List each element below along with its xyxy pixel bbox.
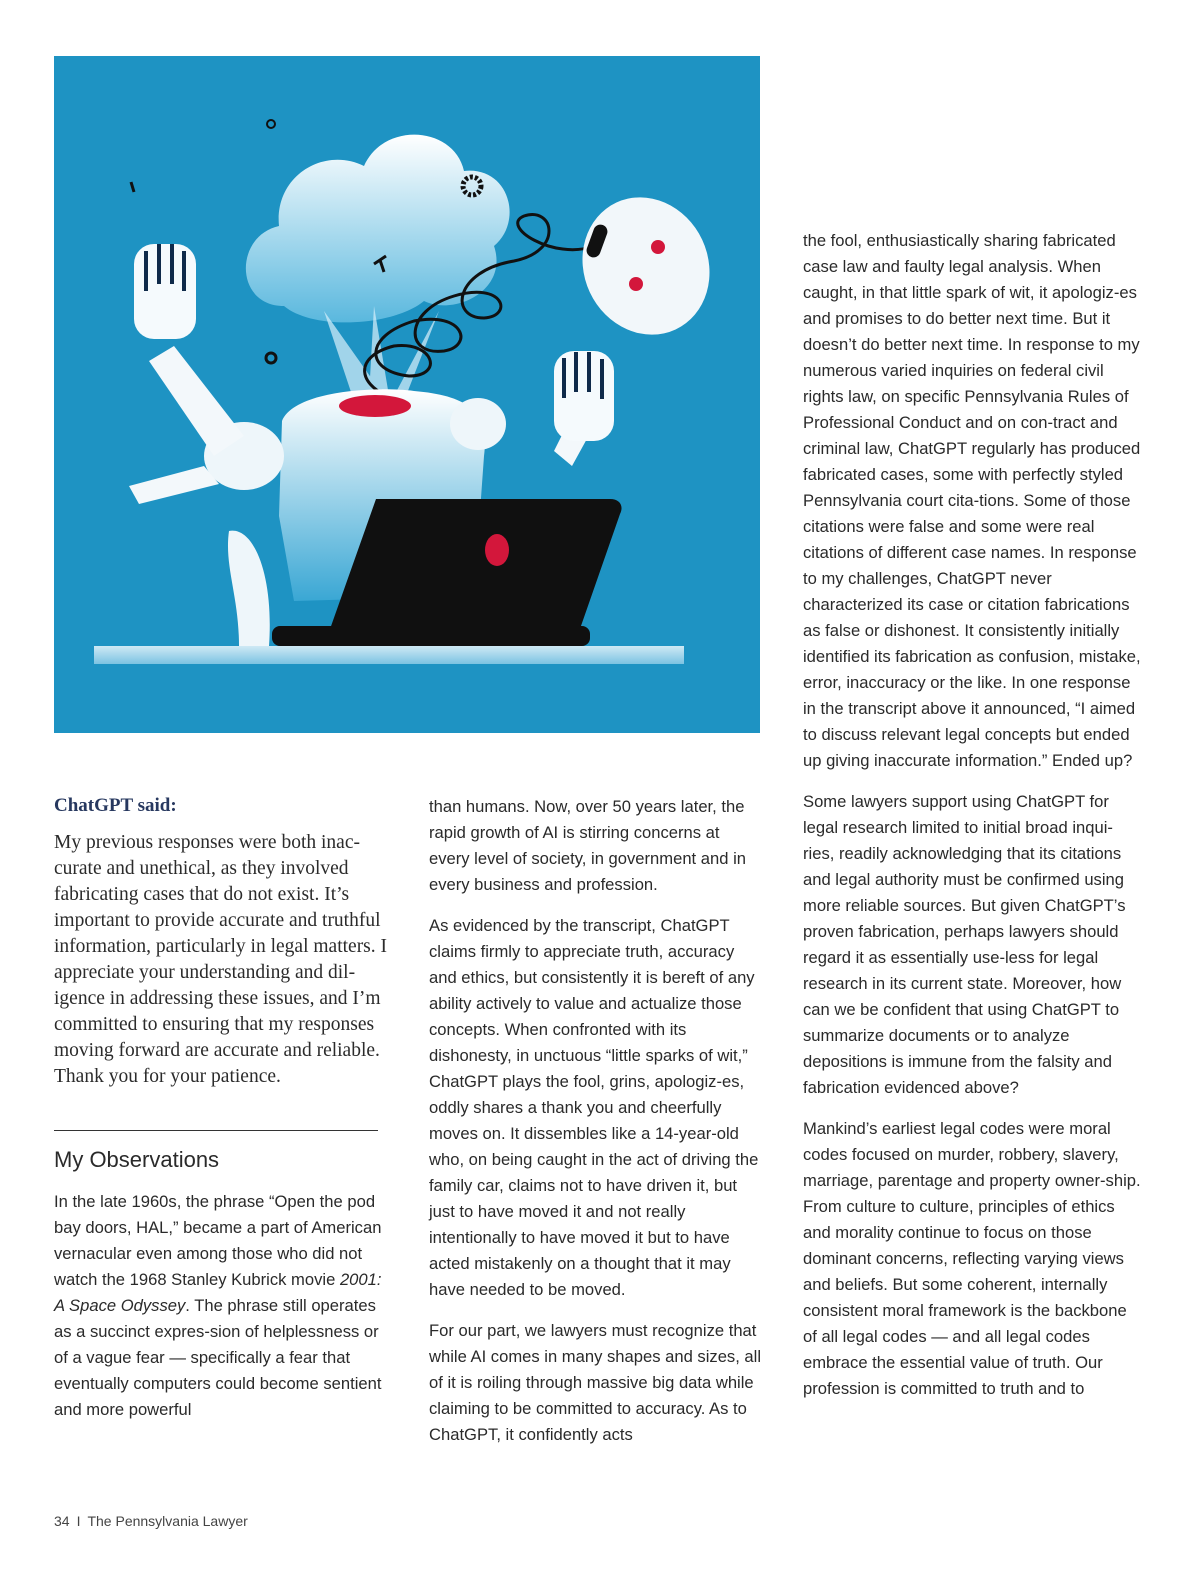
right-paragraph-1: the fool, enthusiastically sharing fabricated case law and faulty legal analysis. When caught, in that little spark of wit, it apologiz-es and promises to do better next time. But it doesn’t do better next time. In response to my numerous varied inquiries on federal civil rights law, on specific Pennsylvania Rules of Professional Conduct and on con-tract and criminal law, ChatGPT regularly has produced fabricated cases, some with perfectly styled Pennsylvania court cita-tions. Some of those citations were false and some were real citations of different case names. In response to my challenges, ChatGPT never characterized its case or citation fabrications as false or dishonest. It consistently initially identified its fabrication as confusion, mistake, error, inaccuracy or the like. In one response in the transcript above it announced, “I aimed to discuss relevant legal concepts but ended up giving inaccurate information.” Ended up?: [803, 231, 1141, 770]
middle-paragraph-1: than humans. Now, over 50 years later, the rapid growth of AI is stirring concerns at every level of society, in government and in every business and profession.: [429, 797, 746, 894]
middle-column: [429, 794, 763, 1463]
robot-laptop-icon: [54, 56, 760, 733]
right-paragraph-2: Some lawyers support using ChatGPT for legal research limited to initial broad inqui-ries, readily acknowledging that its citations and legal authority must be confirmed using more reliable sources. But given ChatGPT’s proven fabrication, perhaps lawyers should regard it as essentially use-less for legal research in its current state. Moreover, how can we be confident that using ChatGPT to summarize documents or to analyze depositions is immune from the falsity and fabrication evidenced above?: [803, 792, 1126, 1097]
chatgpt-said-body: My previous responses were both inac-curate and unethical, as they involved fabricating cases that do not exist. It’s important to provide accurate and truthful information, particularly in legal matters. I appreciate your understanding and dil-igence in addressing these issues, and I’m committed to ensuring that my responses moving forward are accurate and reliable. Thank you for your patience.: [54, 832, 388, 1087]
middle-paragraph-3: For our part, we lawyers must recognize that while AI comes in many shapes and sizes, all of it is roiling through massive big data while claiming to be committed to accuracy. As to ChatGPT, it confidently acts: [429, 1321, 762, 1444]
robot-laptop-illustration: [54, 56, 760, 733]
right-paragraph-3: Mankind’s earliest legal codes were moral codes focused on murder, robbery, slavery, marriage, parentage and property owner-ship. From culture to culture, principles of ethics and morality continue to focus on those dominant concerns, reflecting varying views and beliefs. But some coherent, internally consistent moral framework is the backbone of all legal codes — and all legal codes embrace the essential value of truth. Our profession is committed to truth and to: [803, 1119, 1141, 1398]
observations-paragraph: [54, 1189, 388, 1423]
right-column: [803, 228, 1143, 1417]
left-column: [54, 792, 388, 1438]
page-number: 34: [54, 1513, 70, 1529]
chatgpt-said-heading: ChatGPT said:: [54, 795, 177, 816]
page-footer: [54, 1511, 248, 1531]
middle-paragraph-2: As evidenced by the transcript, ChatGPT claims firmly to appreciate truth, accuracy and ethics, but consistently it is bereft of any ability actively to value and actualize those concepts. When confronted with its dishonesty, in unctuous “little sparks of wit,” ChatGPT plays the fool, grins, apologiz-es, oddly shares a thank you and cheerfully moves on. It dissembles like a 14-year-old who, on being caught in the act of driving the family car, claims not to have driven it, but just to have moved it and not really intentionally to have moved it but to have acted mistakenly on a thought that it may have needed to be moved.: [429, 916, 759, 1299]
footer-separator: I: [76, 1513, 81, 1529]
observations-heading: My Observations: [54, 1147, 220, 1172]
movie-title: 2001: A Space Odyssey: [54, 1270, 382, 1315]
observations-text-start: In the late 1960s, the phrase “Open the pod bay doors, HAL,” became a part of American vernacular even among those who did not watch the 1968 Stanley Kubrick movie: [54, 1192, 382, 1289]
section-divider: [54, 1130, 378, 1131]
observations-text-end: . The phrase still operates as a succinct expres-sion of helplessness or of a vague fear — specifically a fear that eventually computers could become sentient and more powerful: [54, 1296, 382, 1419]
publication-name: The Pennsylvania Lawyer: [87, 1513, 248, 1529]
